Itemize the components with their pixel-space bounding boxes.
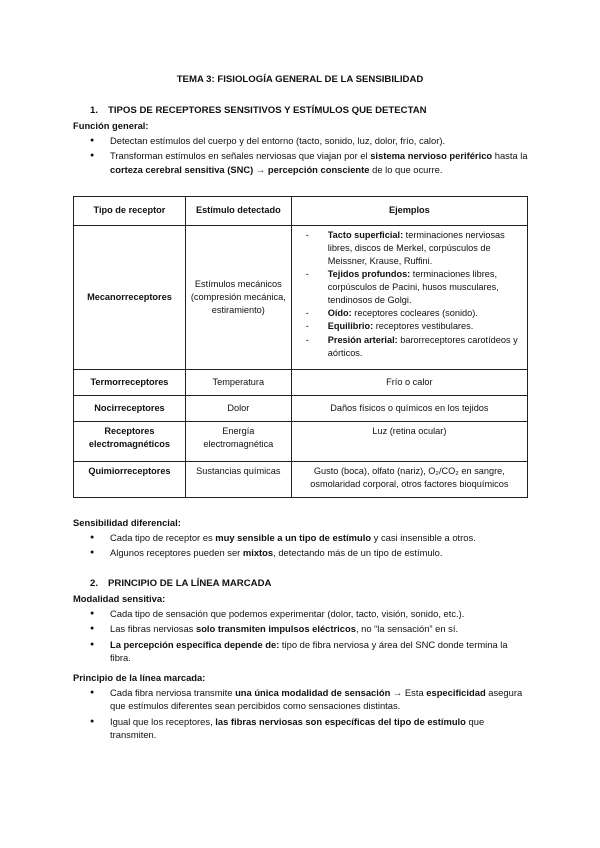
cell-examples: Frío o calor bbox=[291, 370, 527, 396]
cell-stimulus: Temperatura bbox=[185, 370, 291, 396]
cell-stimulus: Energía electromagnética bbox=[185, 422, 291, 462]
cell-type: Receptores electromagnéticos bbox=[74, 422, 186, 462]
section-2-heading bbox=[90, 577, 271, 591]
list-item: ● Detectan estímulos del cuerpo y del entorno (tacto, sonido, luz, dolor, frío, calor). bbox=[90, 134, 530, 147]
mecano-examples-list bbox=[296, 229, 523, 360]
list-item: ● Las fibras nerviosas solo transmiten impulsos eléctricos, no “la sensación” en sí. bbox=[90, 622, 530, 635]
section-1-title: TIPOS DE RECEPTORES SENSITIVOS Y ESTÍMULOS QUE DETECTAN bbox=[108, 105, 427, 116]
section-1-number: 1. bbox=[90, 105, 99, 116]
table-row bbox=[74, 422, 528, 462]
section-2-number: 2. bbox=[90, 578, 99, 589]
cell-type: Termorreceptores bbox=[74, 370, 186, 396]
cell-stimulus: Dolor bbox=[185, 396, 291, 422]
cell-type: Quimiorreceptores bbox=[74, 462, 186, 498]
cell-examples bbox=[291, 226, 527, 370]
list-item: ● Cada tipo de receptor es muy sensible a un tipo de estímulo y casi insensible a otros. bbox=[90, 531, 530, 544]
modalidad-sensitiva-list bbox=[90, 607, 530, 666]
principio-linea-marcada-list bbox=[90, 686, 530, 743]
list-item: - Presión arterial: barorreceptores carotídeos y aórticos. bbox=[306, 334, 523, 360]
table-row bbox=[74, 226, 528, 370]
sensibilidad-diferencial-list bbox=[90, 531, 530, 562]
list-item: ● Algunos receptores pueden ser mixtos, detectando más de un tipo de estímulo. bbox=[90, 546, 530, 559]
list-item: ● Transforman estímulos en señales nerviosas que viajan por el sistema nervioso periférico hasta la corteza cerebral sensitiva (SNC) → percepción consciente de lo que ocurre. bbox=[90, 149, 530, 176]
cell-stimulus: Estímulos mecánicos (compresión mecánica, estiramiento) bbox=[185, 226, 291, 370]
list-item: - Tacto superficial: terminaciones nerviosas libres, discos de Merkel, corpúsculos de Meissner, Krause, Ruffini. bbox=[306, 229, 523, 268]
section-2-title: PRINCIPIO DE LA LÍNEA MARCADA bbox=[108, 578, 272, 589]
cell-type: Mecanorreceptores bbox=[74, 226, 186, 370]
principio-linea-marcada-label: Principio de la línea marcada: bbox=[73, 672, 206, 683]
header-ejemplos: Ejemplos bbox=[291, 197, 527, 226]
receptor-table bbox=[73, 196, 528, 498]
sensibilidad-diferencial-label: Sensibilidad diferencial: bbox=[73, 517, 181, 528]
header-estimulo: Estímulo detectado bbox=[185, 197, 291, 226]
header-tipo: Tipo de receptor bbox=[74, 197, 186, 226]
table-row bbox=[74, 370, 528, 396]
cell-stimulus: Sustancias químicas bbox=[185, 462, 291, 498]
list-item: - Oído: receptores cocleares (sonido). bbox=[306, 307, 523, 320]
modalidad-sensitiva-label: Modalidad sensitiva: bbox=[73, 593, 166, 604]
table-row bbox=[74, 396, 528, 422]
list-item: - Equilibrio: receptores vestibulares. bbox=[306, 320, 523, 333]
cell-examples: Gusto (boca), olfato (nariz), O₂/CO₂ en sangre, osmolaridad corporal, otros factores bioquímicos bbox=[291, 462, 527, 498]
list-item: ● Cada tipo de sensación que podemos experimentar (dolor, tacto, visión, sonido, etc.). bbox=[90, 607, 530, 620]
section-1-heading bbox=[90, 104, 427, 118]
cell-examples: Luz (retina ocular) bbox=[291, 422, 527, 462]
list-item: ● Igual que los receptores, las fibras nerviosas son específicas del tipo de estímulo que transmiten. bbox=[90, 715, 530, 742]
table-row bbox=[74, 462, 528, 498]
list-item: ● La percepción específica depende de: tipo de fibra nerviosa y área del SNC donde termina la fibra. bbox=[90, 638, 530, 665]
cell-examples: Daños físicos o químicos en los tejidos bbox=[291, 396, 527, 422]
list-item: - Tejidos profundos: terminaciones libres, corpúsculos de Pacini, husos musculares, tendinosos de Golgi. bbox=[306, 268, 523, 307]
funcion-general-list bbox=[90, 134, 530, 178]
page-title: TEMA 3: FISIOLOGÍA GENERAL DE LA SENSIBILIDAD bbox=[176, 74, 424, 85]
funcion-general-label: Función general: bbox=[73, 120, 149, 131]
table-header-row bbox=[74, 197, 528, 226]
cell-type: Nocirreceptores bbox=[74, 396, 186, 422]
list-item: ● Cada fibra nerviosa transmite una única modalidad de sensación → Esta especificidad asegura que estímulos diferentes sean percibidos como sensaciones distintas. bbox=[90, 686, 530, 713]
